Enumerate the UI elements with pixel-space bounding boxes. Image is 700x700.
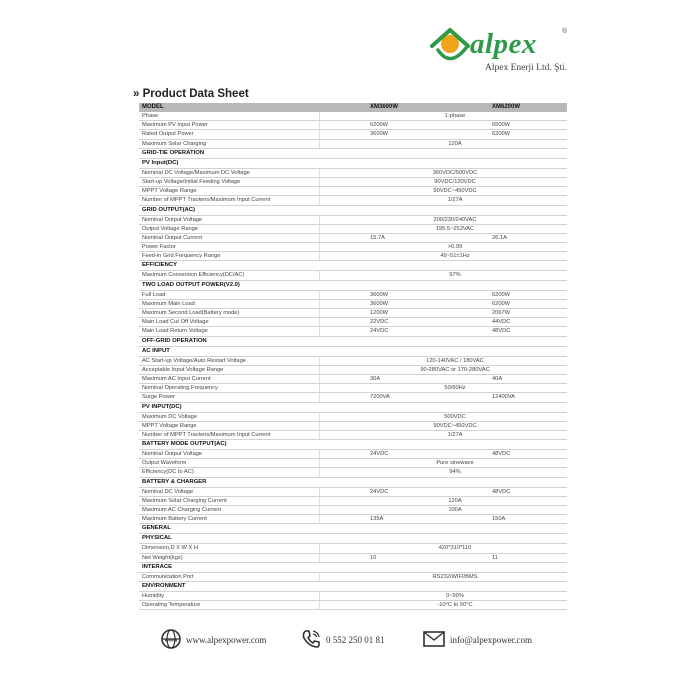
footer-phone[interactable]: 0 552 250 01 81 bbox=[326, 635, 385, 645]
table-row bbox=[139, 140, 567, 149]
table-row bbox=[139, 112, 567, 121]
value-xm3600w: 3600W bbox=[370, 300, 389, 307]
value-xm6200w: 2067W bbox=[492, 310, 511, 316]
footer-website[interactable]: www.alpexpower.com bbox=[186, 635, 267, 645]
house-sun-icon bbox=[428, 24, 476, 68]
column-divider bbox=[319, 216, 320, 224]
row-label: Maximum DC Voltage bbox=[142, 413, 197, 420]
table-row bbox=[139, 169, 567, 178]
column-divider bbox=[319, 318, 320, 326]
value-xm3600w: 30A bbox=[370, 375, 381, 382]
table-row bbox=[139, 497, 567, 506]
row-label: Acceptable Input Voltage Range bbox=[142, 366, 224, 373]
table-row bbox=[139, 468, 567, 477]
section-title: PHYSICAL bbox=[142, 535, 172, 542]
row-label: Output Voltage Range bbox=[142, 225, 198, 232]
column-divider bbox=[319, 243, 320, 251]
page-footer bbox=[0, 628, 700, 658]
value-xm3600w: 3600W bbox=[370, 291, 389, 298]
row-label: Nominal DC Voltage/Maximum DC Voltage bbox=[142, 169, 250, 176]
table-row bbox=[139, 422, 567, 431]
row-label: Main Load Return Voltage bbox=[142, 328, 208, 335]
table-row bbox=[139, 488, 567, 497]
row-label: MPPT Voltage Range bbox=[142, 188, 197, 195]
column-divider bbox=[319, 234, 320, 242]
section-header bbox=[139, 440, 567, 450]
row-label: Number of MPPT Trackers/Maximum Input Current bbox=[142, 197, 271, 204]
column-divider bbox=[319, 468, 320, 476]
column-divider bbox=[319, 252, 320, 260]
row-label: Maximum Main Load bbox=[142, 300, 195, 307]
column-divider bbox=[319, 573, 320, 581]
value-xm6200w: 150A bbox=[492, 516, 506, 523]
section-header bbox=[139, 337, 567, 347]
column-divider bbox=[319, 497, 320, 505]
section-header bbox=[139, 478, 567, 488]
shared-value: Pure sinewave bbox=[436, 460, 474, 467]
row-label: Maximum Solar Charging Current bbox=[142, 497, 227, 504]
column-divider bbox=[319, 450, 320, 458]
table-row bbox=[139, 309, 567, 318]
table-row bbox=[139, 291, 567, 300]
row-label: Phase bbox=[142, 113, 159, 119]
section-header bbox=[139, 534, 567, 544]
column-divider bbox=[319, 393, 320, 401]
value-xm6200w: 6200W bbox=[492, 291, 511, 298]
row-label: Maximum Conversion Efficiency(DC/AC) bbox=[142, 272, 245, 279]
column-divider bbox=[319, 413, 320, 421]
row-label: Start-up Voltage/Initial Feeding Voltage bbox=[142, 178, 241, 185]
column-divider bbox=[319, 291, 320, 299]
table-row bbox=[139, 450, 567, 459]
shared-value: 50/60Hz bbox=[444, 385, 466, 392]
brand-name: alpex bbox=[470, 28, 537, 60]
table-row bbox=[139, 243, 567, 252]
shared-value: 1/27A bbox=[447, 431, 463, 438]
brand-logo bbox=[428, 24, 578, 74]
row-label: Net Weight(kgs) bbox=[142, 554, 183, 561]
shared-value: >0.99 bbox=[447, 244, 463, 251]
column-divider bbox=[319, 384, 320, 392]
table-row bbox=[139, 327, 567, 336]
section-header bbox=[139, 261, 567, 271]
table-row bbox=[139, 601, 567, 610]
column-divider bbox=[319, 112, 320, 120]
section-title: EFFICIENCY bbox=[142, 262, 178, 269]
value-xm3600w: 24VDC bbox=[370, 488, 389, 495]
value-xm3600w: 22VDC bbox=[370, 319, 389, 326]
column-divider bbox=[319, 515, 320, 523]
row-label: Maximum Battery Current bbox=[142, 516, 207, 523]
table-row bbox=[139, 234, 567, 243]
row-label: Power Factor bbox=[142, 244, 176, 251]
section-header bbox=[139, 582, 567, 592]
table-row bbox=[139, 196, 567, 205]
column-divider bbox=[319, 554, 320, 562]
table-row bbox=[139, 366, 567, 375]
row-label: Maximum AC Input Current bbox=[142, 375, 211, 382]
section-title: AC INPUT bbox=[142, 347, 170, 354]
section-title: BATTERY MODE OUTPUT(AC) bbox=[142, 441, 227, 448]
row-label: Number of MPPT Trackers/Maximum Input Current bbox=[142, 431, 271, 438]
column-divider bbox=[319, 327, 320, 335]
table-row bbox=[139, 130, 567, 139]
section-title: OFF-GRID OPERATION bbox=[142, 337, 207, 344]
section-title: PV Input(DC) bbox=[142, 159, 179, 166]
shared-value: 1/27A bbox=[447, 197, 463, 204]
row-label: Dimension,D X W X H bbox=[142, 545, 198, 552]
globe-icon bbox=[160, 628, 182, 650]
section-title: GRID OUTPUT(AC) bbox=[142, 206, 196, 213]
shared-value: 120A bbox=[448, 497, 462, 504]
value-xm6200w: 6500W bbox=[492, 122, 511, 129]
shared-value: 90VDC/120VDC bbox=[434, 178, 476, 185]
table-row bbox=[139, 573, 567, 582]
column-divider bbox=[319, 544, 320, 552]
value-xm6200w: 48VDC bbox=[492, 488, 511, 495]
row-label: Efficiency(DC to AC) bbox=[142, 469, 194, 476]
column-divider bbox=[319, 130, 320, 138]
column-divider bbox=[319, 375, 320, 383]
row-label: MPPT Voltage Range bbox=[142, 422, 197, 429]
row-label: Humidity bbox=[142, 592, 165, 599]
shared-value: 90VDC~450VDC bbox=[433, 422, 477, 429]
table-row bbox=[139, 178, 567, 187]
column-divider bbox=[319, 196, 320, 204]
column-divider bbox=[319, 169, 320, 177]
section-title: ENVIRONMENT bbox=[142, 582, 186, 589]
table-row bbox=[139, 375, 567, 384]
shared-value: -10°C to 50°C bbox=[437, 602, 473, 609]
shared-value: 90-280VAC or 170-280VAC bbox=[420, 366, 490, 373]
shared-value: 49~51±1Hz bbox=[440, 253, 470, 260]
value-xm3600w: 1200W bbox=[370, 310, 389, 316]
shared-value: 360VDC/500VDC bbox=[432, 169, 478, 176]
shared-value: RS232/WIFI/BMS bbox=[432, 573, 478, 580]
value-xm3600w: 6200W bbox=[370, 122, 389, 129]
value-xm3600w: 7200VA bbox=[370, 394, 390, 401]
shared-value: 420*310*110 bbox=[438, 545, 472, 552]
shared-value: 100A bbox=[448, 507, 462, 513]
shared-value: 120-140VAC / 180VAC bbox=[426, 357, 484, 364]
section-header bbox=[139, 206, 567, 216]
row-label: Nominal Output Voltage bbox=[142, 451, 203, 458]
table-row bbox=[139, 544, 567, 553]
brand-subtitle: Alpex Enerji Ltd. Şti. bbox=[485, 63, 568, 73]
column-divider bbox=[319, 488, 320, 496]
model-col2: XM6200W bbox=[492, 104, 521, 110]
shared-value: 195.5~253VAC bbox=[435, 225, 475, 232]
row-label: Surge Power bbox=[142, 394, 175, 401]
column-divider bbox=[319, 300, 320, 308]
chevrons-icon: » bbox=[133, 88, 143, 100]
value-xm3600w: 10 bbox=[370, 554, 377, 561]
table-row bbox=[139, 515, 567, 524]
row-label: Full Load bbox=[142, 291, 166, 298]
registered-mark: ® bbox=[562, 28, 568, 35]
column-divider bbox=[319, 366, 320, 374]
spec-table bbox=[139, 103, 567, 610]
value-xm6200w: 6200W bbox=[492, 131, 511, 138]
svg-text:www: www bbox=[164, 637, 178, 644]
section-header bbox=[139, 347, 567, 357]
section-header bbox=[139, 281, 567, 291]
envelope-icon bbox=[422, 628, 446, 650]
footer-email[interactable]: info@alpexpower.com bbox=[450, 635, 533, 645]
row-label: Nominal Output Current bbox=[142, 234, 203, 241]
section-title: BATTERY & CHARGER bbox=[142, 478, 207, 485]
row-label: Nominal DC Voltage bbox=[142, 488, 194, 495]
row-label: Main Load Cut Off Voltage bbox=[142, 319, 209, 326]
phone-icon bbox=[300, 628, 322, 650]
column-divider bbox=[319, 271, 320, 279]
row-label: Operating Temperature bbox=[142, 602, 201, 609]
value-xm3600w: 24VDC bbox=[370, 328, 389, 335]
value-xm6200w: 26.1A bbox=[492, 234, 507, 241]
column-divider bbox=[319, 601, 320, 609]
section-title: GRID-TIE OPERATION bbox=[142, 149, 205, 156]
column-divider bbox=[319, 121, 320, 129]
column-divider bbox=[319, 309, 320, 317]
shared-value: 90VDC~450VDC bbox=[433, 188, 477, 195]
value-xm3600w: 135A bbox=[370, 516, 384, 523]
section-title: INTERACE bbox=[142, 563, 173, 570]
value-xm3600w: 24VDC bbox=[370, 451, 389, 458]
value-xm6200w: 12400VA bbox=[492, 394, 515, 401]
column-divider bbox=[319, 506, 320, 514]
value-xm6200w: 6200W bbox=[492, 300, 511, 307]
value-xm6200w: 44VDC bbox=[492, 319, 511, 326]
shared-value: 1-phase bbox=[444, 113, 466, 119]
table-row bbox=[139, 459, 567, 468]
table-row bbox=[139, 554, 567, 563]
table-row bbox=[139, 216, 567, 225]
model-col1: XM3600W bbox=[370, 104, 399, 110]
value-xm6200w: 40A bbox=[492, 375, 503, 382]
table-row bbox=[139, 121, 567, 130]
column-divider bbox=[319, 178, 320, 186]
table-row bbox=[139, 225, 567, 234]
table-row bbox=[139, 187, 567, 196]
table-row bbox=[139, 300, 567, 309]
value-xm6200w: 48VDC bbox=[492, 451, 511, 458]
section-header bbox=[139, 403, 567, 413]
row-label: Maximum Solar Charging bbox=[142, 140, 207, 147]
row-label: Nominal Output Voltage bbox=[142, 216, 203, 223]
table-row bbox=[139, 252, 567, 261]
column-divider bbox=[319, 422, 320, 430]
section-header bbox=[139, 149, 567, 159]
value-xm3600w: 15.7A bbox=[370, 234, 385, 241]
value-xm6200w: 48VDC bbox=[492, 328, 511, 335]
shared-value: 120A bbox=[448, 140, 462, 147]
table-row bbox=[139, 431, 567, 440]
row-label: Communication Port bbox=[142, 573, 194, 580]
table-row bbox=[139, 384, 567, 393]
shared-value: 94% bbox=[449, 469, 461, 476]
model-header-row bbox=[139, 103, 567, 112]
table-row bbox=[139, 393, 567, 402]
column-divider bbox=[319, 459, 320, 467]
section-header bbox=[139, 524, 567, 534]
page-title: » Product Data Sheet bbox=[133, 88, 249, 100]
section-title: TWO LOAD OUTPUT POWER(V2.0) bbox=[142, 281, 240, 288]
row-label: Maximum AC Charging Current bbox=[142, 507, 222, 513]
section-header bbox=[139, 159, 567, 169]
column-divider bbox=[319, 431, 320, 439]
column-divider bbox=[319, 140, 320, 148]
column-divider bbox=[319, 225, 320, 233]
row-label: Feed-in Grid Frequency Range bbox=[142, 253, 221, 260]
section-title: PV INPUT(DC) bbox=[142, 403, 182, 410]
column-divider bbox=[319, 592, 320, 600]
table-row bbox=[139, 413, 567, 422]
model-label: MODEL bbox=[142, 104, 164, 110]
shared-value: 97% bbox=[449, 272, 461, 279]
shared-value: 0~90% bbox=[446, 592, 464, 599]
value-xm6200w: 11 bbox=[492, 554, 498, 561]
table-row bbox=[139, 592, 567, 601]
row-label: AC Start-up Voltage/Auto Restart Voltage bbox=[142, 357, 247, 364]
value-xm3600w: 3600W bbox=[370, 131, 389, 138]
column-divider bbox=[319, 187, 320, 195]
row-label: Maximum PV Input Power bbox=[142, 122, 208, 129]
section-title: GENERAL bbox=[142, 525, 171, 532]
row-label: Maximum Second Load(Battery mode) bbox=[142, 310, 240, 316]
table-row bbox=[139, 357, 567, 366]
table-row bbox=[139, 271, 567, 280]
table-row bbox=[139, 318, 567, 327]
shared-value: 200/230/240VAC bbox=[433, 216, 477, 223]
column-divider bbox=[319, 357, 320, 365]
table-row bbox=[139, 506, 567, 515]
row-label: Rated Output Power bbox=[142, 131, 194, 138]
row-label: Nominal Operating Frequency bbox=[142, 385, 218, 392]
section-header bbox=[139, 563, 567, 573]
shared-value: 500VDC bbox=[444, 413, 466, 420]
row-label: Output Waveform bbox=[142, 460, 187, 467]
